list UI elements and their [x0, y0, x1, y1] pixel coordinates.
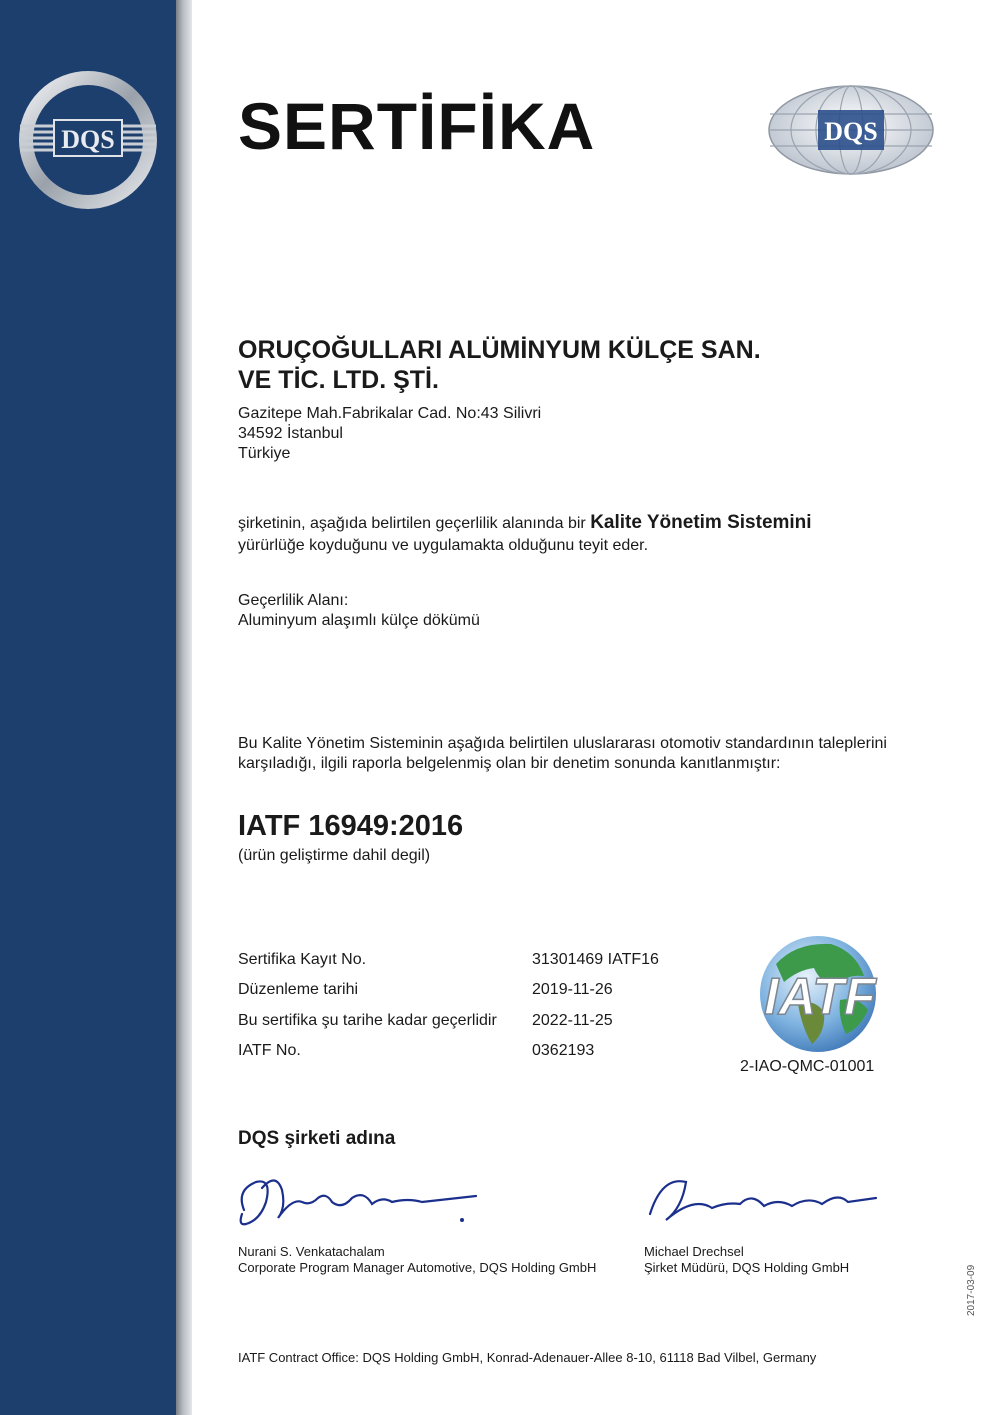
left-signer-role: Corporate Program Manager Automotive, DQS Holding GmbH — [238, 1260, 597, 1275]
company-name-line1: ORUÇOĞULLARI ALÜMİNYUM KÜLÇE SAN. — [238, 336, 761, 364]
blue-sidebar — [0, 0, 176, 1415]
iatf-logo — [736, 924, 886, 1056]
svg-text:DQS: DQS — [824, 117, 878, 146]
proof-line2: karşıladığı, ilgili raporla belgelenmiş olan bir denetim sonunda kanıtlanmıştır: — [238, 755, 781, 772]
statement-line1 — [238, 512, 812, 534]
dqs-badge-logo — [18, 70, 158, 210]
contract-office-footer: IATF Contract Office: DQS Holding GmbH, Konrad-Adenauer-Allee 8-10, 61118 Bad Vilbel, Germany — [238, 1350, 817, 1365]
right-signer-role: Şirket Müdürü, DQS Holding GmbH — [644, 1260, 850, 1275]
signatures-heading: DQS şirketi adına — [238, 1128, 396, 1149]
scope-label: Geçerlilik Alanı: — [238, 592, 349, 609]
statement-line2: yürürlüğe koyduğunu ve uygulamakta olduğunu teyit eder. — [238, 537, 649, 554]
statement-text: şirketinin, aşağıda belirtilen geçerlilik alanında bir — [238, 515, 591, 532]
detail-label: Sertifika Kayıt No. — [238, 951, 367, 968]
address-line1: Gazitepe Mah.Fabrikalar Cad. No:43 Silivri — [238, 405, 542, 422]
left-signer-name: Nurani S. Venkatachalam — [238, 1244, 385, 1259]
certificate-title: SERTİFİKA — [238, 89, 596, 163]
detail-value: 0362193 — [532, 1042, 595, 1059]
svg-text:DQS: DQS — [61, 125, 115, 154]
address-line2: 34592 İstanbul — [238, 425, 343, 442]
detail-value: 2019-11-26 — [532, 981, 613, 998]
company-name-line2: VE TİC. LTD. ŞTİ. — [238, 366, 439, 394]
form-date: 2017-03-09 — [966, 1264, 977, 1316]
detail-value: 2022-11-25 — [532, 1012, 613, 1029]
detail-label: Bu sertifika şu tarihe kadar geçerlidir — [238, 1012, 497, 1029]
dqs-globe-logo — [766, 84, 936, 176]
right-signer-name: Michael Drechsel — [644, 1244, 744, 1259]
left-signature — [232, 1168, 482, 1238]
statement-highlight: Kalite Yönetim Sistemini — [590, 512, 812, 533]
detail-value: 31301469 IATF16 — [532, 951, 659, 968]
svg-text:IATF: IATF — [764, 968, 876, 1026]
iatf-code: 2-IAO-QMC-01001 — [740, 1058, 875, 1075]
detail-label: Düzenleme tarihi — [238, 981, 359, 998]
detail-label: IATF No. — [238, 1042, 301, 1059]
scope-value: Aluminyum alaşımlı külçe dökümü — [238, 612, 480, 629]
right-signature — [642, 1168, 882, 1238]
sidebar-metal-edge — [176, 0, 192, 1415]
proof-line1: Bu Kalite Yönetim Sisteminin aşağıda belirtilen uluslararası otomotiv standardının taleplerini — [238, 735, 887, 752]
address-line3: Türkiye — [238, 445, 291, 462]
standard-note: (ürün geliştirme dahil degil) — [238, 847, 431, 864]
standard-name: IATF 16949:2016 — [238, 810, 464, 842]
